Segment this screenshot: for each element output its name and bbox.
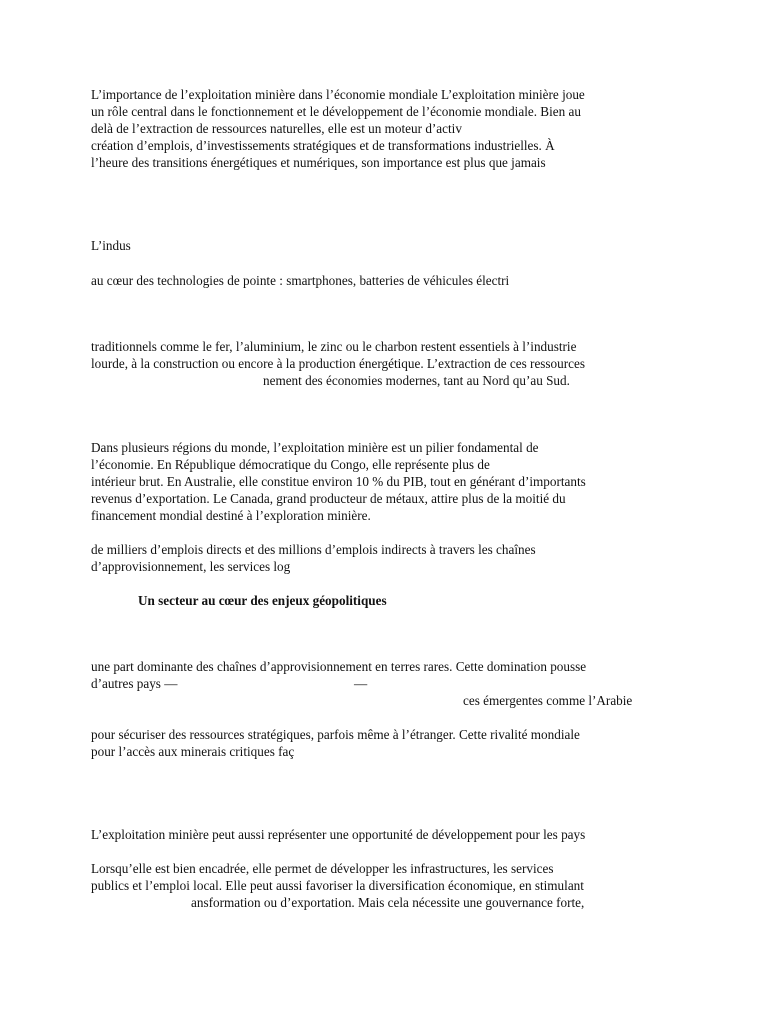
text-line: lourde, à la construction ou encore à la production énergétique. L’extraction de ces ressources	[91, 356, 585, 371]
text-line: l’économie. En République démocratique du Congo, elle représente plus de	[91, 457, 490, 472]
text-line: L’exploitation minière peut aussi représenter une opportunité de développement pour les pays	[91, 827, 586, 842]
text-line: au cœur des technologies de pointe : smartphones, batteries de véhicules électri	[91, 273, 510, 288]
text-line: L’importance de l’exploitation minière dans l’économie mondiale L’exploitation minière joue	[91, 87, 585, 102]
text-line: delà de l’extraction de ressources naturelles, elle est un moteur d’activ	[91, 121, 462, 136]
text-line: pour l’accès aux minerais critiques faç	[91, 744, 295, 759]
section-heading: Un secteur au cœur des enjeux géopolitiques	[138, 593, 387, 608]
text-line: publics et l’emploi local. Elle peut aussi favoriser la diversification économique, en stimulant	[91, 878, 584, 893]
text-line: l’heure des transitions énergétiques et numériques, son importance est plus que jamais	[91, 155, 546, 170]
text-line: traditionnels comme le fer, l’aluminium, le zinc ou le charbon restent essentiels à l’industrie	[91, 339, 577, 354]
text-line: pour sécuriser des ressources stratégiques, parfois même à l’étranger. Cette rivalité mondiale	[91, 727, 580, 742]
text-line: de milliers d’emplois directs et des millions d’emplois indirects à travers les chaînes	[91, 542, 536, 557]
text-line: d’approvisionnement, les services log	[91, 559, 291, 574]
text-line: Dans plusieurs régions du monde, l’exploitation minière est un pilier fondamental de	[91, 440, 539, 455]
text-line: d’autres pays —	[91, 676, 178, 691]
text-line: Lorsqu’elle est bien encadrée, elle permet de développer les infrastructures, les services	[91, 861, 554, 876]
text-line: un rôle central dans le fonctionnement et le développement de l’économie mondiale. Bien au	[91, 104, 581, 119]
text-line: L’indus	[91, 238, 131, 253]
text-line: revenus d’exportation. Le Canada, grand producteur de métaux, attire plus de la moitié du	[91, 491, 566, 506]
text-line: —	[354, 676, 368, 691]
text-line: nement des économies modernes, tant au Nord qu’au Sud.	[263, 373, 570, 388]
text-line: intérieur brut. En Australie, elle constitue environ 10 % du PIB, tout en générant d’importants	[91, 474, 586, 489]
text-line: création d’emplois, d’investissements stratégiques et de transformations industrielles. À	[91, 138, 555, 153]
text-line: ansformation ou d’exportation. Mais cela nécessite une gouvernance forte,	[191, 895, 585, 910]
text-line: financement mondial destiné à l’exploration minière.	[91, 508, 371, 523]
text-line: ces émergentes comme l’Arabie	[463, 693, 633, 708]
text-line: une part dominante des chaînes d’approvisionnement en terres rares. Cette domination pousse	[91, 659, 587, 674]
